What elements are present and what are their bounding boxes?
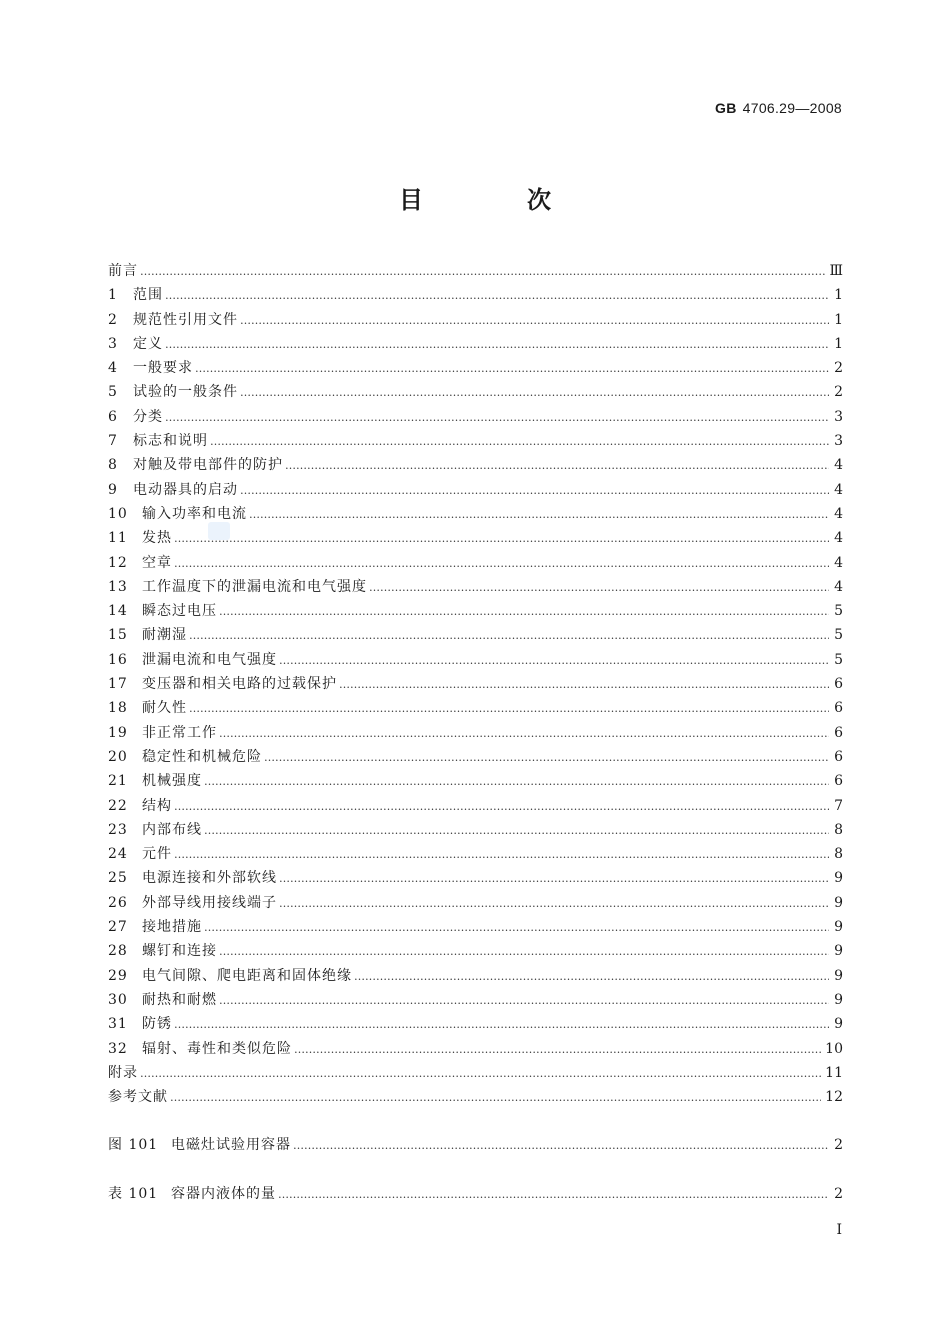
toc-entry-number: 15 (108, 627, 128, 644)
toc-entry-page: 5 (834, 603, 843, 620)
leader-dots (354, 968, 829, 986)
toc-entry-page: 4 (834, 505, 843, 522)
toc-entry-number: 27 (108, 919, 128, 936)
toc-entry[interactable] (108, 1038, 843, 1062)
leader-dots (219, 992, 829, 1010)
toc-entry[interactable] (108, 406, 843, 430)
toc-entry[interactable] (108, 309, 843, 333)
toc-entry-label: 附录 (108, 1064, 138, 1081)
toc-entry[interactable] (108, 673, 843, 697)
toc-entry-label: 元件 (142, 846, 172, 863)
leader-dots (240, 482, 829, 500)
leader-dots (170, 1089, 821, 1107)
toc-entry-page: 9 (834, 870, 843, 887)
toc-entry-label: 规范性引用文件 (133, 311, 238, 328)
toc-entry-page: 6 (834, 724, 843, 741)
toc-entry-number: 25 (108, 870, 128, 887)
toc-entry[interactable] (108, 503, 843, 527)
toc-entry-page: 4 (834, 554, 843, 571)
toc-entry[interactable] (108, 965, 843, 989)
standard-code (715, 100, 842, 116)
toc-entry[interactable] (108, 454, 843, 478)
toc-entry-label: 定义 (133, 335, 163, 352)
leader-dots (165, 287, 829, 305)
toc-entry-number: 2 (108, 311, 118, 328)
toc-entry-number: 30 (108, 991, 128, 1008)
leader-dots (140, 1065, 821, 1083)
leader-dots (165, 409, 829, 427)
toc-entry-page: 9 (834, 943, 843, 960)
toc-entry-label: 接地措施 (142, 919, 202, 936)
toc-entry[interactable] (108, 795, 843, 819)
toc-entry-label: 非正常工作 (142, 724, 217, 741)
table-of-contents (108, 260, 843, 1207)
figure-label: 电磁灶试验用容器 (171, 1137, 291, 1154)
toc-entry-label: 辐射、毒性和类似危险 (142, 1040, 292, 1057)
toc-entry-label: 内部布线 (142, 821, 202, 838)
toc-entry-number: 31 (108, 1016, 128, 1033)
toc-entry-label: 瞬态过电压 (142, 603, 217, 620)
toc-entry-references[interactable] (108, 1086, 843, 1110)
toc-entry-label: 耐久性 (142, 700, 187, 717)
toc-entry-number: 6 (108, 408, 118, 425)
toc-entry-page: 9 (834, 967, 843, 984)
toc-entry-page: 6 (834, 676, 843, 693)
toc-entry-page: 9 (834, 919, 843, 936)
leader-dots (174, 846, 829, 864)
leader-dots (219, 725, 829, 743)
toc-entry-table[interactable] (108, 1183, 843, 1207)
toc-entry[interactable] (108, 552, 843, 576)
leader-dots (285, 457, 829, 475)
toc-entry-page: 1 (834, 287, 843, 304)
toc-entry-number: 19 (108, 724, 128, 741)
toc-entry-page: 5 (834, 627, 843, 644)
toc-entry[interactable] (108, 624, 843, 648)
toc-entry[interactable] (108, 819, 843, 843)
leader-dots (174, 555, 829, 573)
toc-entry-page: 8 (834, 821, 843, 838)
toc-entry-page: 1 (834, 311, 843, 328)
toc-entry-label: 标志和说明 (133, 433, 208, 450)
toc-entry-label: 分类 (133, 408, 163, 425)
toc-entry[interactable] (108, 722, 843, 746)
leader-dots (293, 1137, 829, 1155)
toc-entry-label: 螺钉和连接 (142, 943, 217, 960)
leader-dots (174, 798, 829, 816)
spacer (108, 1110, 843, 1134)
figure-number: 图 101 (108, 1137, 159, 1154)
leader-dots (278, 1186, 829, 1204)
toc-entry[interactable] (108, 843, 843, 867)
leader-dots (240, 384, 829, 402)
toc-entry-number: 11 (108, 530, 128, 547)
toc-entry-page: 3 (834, 433, 843, 450)
toc-entry[interactable] (108, 940, 843, 964)
toc-entry-label: 电动器具的启动 (133, 481, 238, 498)
toc-entry-number: 12 (108, 554, 128, 571)
toc-entry-page: 1 (834, 335, 843, 352)
toc-entry-page: 6 (834, 748, 843, 765)
toc-entry-number: 32 (108, 1040, 128, 1057)
leader-dots (294, 1041, 821, 1059)
toc-entry-number: 10 (108, 505, 128, 522)
toc-entry-number: 1 (108, 287, 118, 304)
toc-entry-page: 9 (834, 991, 843, 1008)
toc-entry-label: 范围 (133, 287, 163, 304)
toc-entry-figure[interactable] (108, 1134, 843, 1158)
toc-entry[interactable] (108, 867, 843, 891)
leader-dots (189, 700, 829, 718)
toc-entry-page: Ⅲ (829, 263, 843, 279)
toc-entry-number: 28 (108, 943, 128, 960)
toc-entry-page: 4 (834, 481, 843, 498)
toc-entry-label: 耐潮湿 (142, 627, 187, 644)
toc-entry-number: 7 (108, 433, 118, 450)
leader-dots (240, 312, 829, 330)
spacer (108, 1159, 843, 1183)
toc-entry-page: 10 (825, 1040, 843, 1057)
toc-entry[interactable] (108, 479, 843, 503)
toc-entry-preface[interactable] (108, 260, 843, 284)
toc-entry-number: 26 (108, 894, 128, 911)
toc-entry[interactable] (108, 649, 843, 673)
toc-entry[interactable] (108, 357, 843, 381)
toc-entry-page: 4 (834, 530, 843, 547)
toc-entry-number: 14 (108, 603, 128, 620)
toc-entry-page: 11 (825, 1064, 843, 1081)
leader-dots (279, 652, 829, 670)
toc-entry-appendix[interactable] (108, 1062, 843, 1086)
toc-entry-number: 22 (108, 797, 128, 814)
leader-dots (339, 676, 829, 694)
toc-entry[interactable] (108, 284, 843, 308)
toc-entry[interactable] (108, 381, 843, 405)
table-label: 容器内液体的量 (171, 1185, 276, 1202)
toc-entry-number: 16 (108, 651, 128, 668)
standard-prefix: GB (715, 100, 737, 116)
toc-entry-label: 外部导线用接线端子 (142, 894, 277, 911)
toc-entry[interactable] (108, 600, 843, 624)
toc-entry-label: 结构 (142, 797, 172, 814)
toc-entry[interactable] (108, 430, 843, 454)
toc-entry-label: 耐热和耐燃 (142, 991, 217, 1008)
toc-entry[interactable] (108, 576, 843, 600)
toc-entry-label: 空章 (142, 554, 172, 571)
toc-entry-page: 2 (834, 384, 843, 401)
toc-entry-number: 17 (108, 676, 128, 693)
leader-dots (204, 773, 829, 791)
leader-dots (189, 627, 829, 645)
toc-entry-label: 泄漏电流和电气强度 (142, 651, 277, 668)
toc-entry-page: 5 (834, 651, 843, 668)
toc-entry-label: 对触及带电部件的防护 (133, 457, 283, 474)
toc-entry-label: 发热 (142, 530, 172, 547)
toc-entry-page: 6 (834, 773, 843, 790)
figure-page: 2 (834, 1137, 843, 1154)
leader-dots (210, 433, 829, 451)
table-number: 表 101 (108, 1185, 159, 1202)
toc-entry-label: 前言 (108, 263, 138, 279)
toc-entry-page: 4 (834, 457, 843, 474)
toc-entry[interactable] (108, 770, 843, 794)
leader-dots (174, 1016, 829, 1034)
toc-entry-label: 电气间隙、爬电距离和固体绝缘 (142, 967, 352, 984)
toc-entry[interactable] (108, 892, 843, 916)
toc-entry-number: 24 (108, 846, 128, 863)
leader-dots (279, 895, 829, 913)
toc-entry[interactable] (108, 333, 843, 357)
toc-entry-label: 一般要求 (133, 360, 193, 377)
toc-entry-page: 6 (834, 700, 843, 717)
toc-entry-label: 防锈 (142, 1016, 172, 1033)
table-page: 2 (834, 1185, 843, 1202)
toc-entry-page: 7 (834, 797, 843, 814)
toc-entry-number: 20 (108, 748, 128, 765)
toc-entry-page: 3 (834, 408, 843, 425)
toc-entry[interactable] (108, 1013, 843, 1037)
toc-entry-number: 29 (108, 967, 128, 984)
leader-dots (249, 506, 829, 524)
toc-entry[interactable] (108, 527, 843, 551)
toc-entry-label: 变压器和相关电路的过载保护 (142, 676, 337, 693)
leader-dots (219, 603, 829, 621)
leader-dots (204, 919, 829, 937)
toc-entry-label: 电源连接和外部软线 (142, 870, 277, 887)
toc-entry-number: 3 (108, 335, 118, 352)
toc-entry-page: 12 (825, 1089, 843, 1106)
toc-entry-page: 4 (834, 578, 843, 595)
leader-dots (264, 749, 829, 767)
page-folio: I (836, 1222, 842, 1238)
toc-entry-number: 13 (108, 578, 128, 595)
toc-entry-number: 18 (108, 700, 128, 717)
toc-entry-page: 9 (834, 1016, 843, 1033)
toc-entry-label: 工作温度下的泄漏电流和电气强度 (142, 578, 367, 595)
leader-dots (279, 870, 829, 888)
toc-entry-number: 9 (108, 481, 118, 498)
toc-entry-label: 试验的一般条件 (133, 384, 238, 401)
leader-dots (204, 822, 829, 840)
toc-entry-number: 4 (108, 360, 118, 377)
leader-dots (140, 263, 825, 281)
toc-entry-label: 参考文献 (108, 1089, 168, 1106)
standard-number: 4706.29—2008 (742, 100, 842, 116)
leader-dots (174, 530, 829, 548)
toc-entry-number: 21 (108, 773, 128, 790)
page-title: 目 次 (399, 186, 591, 214)
toc-entry-label: 输入功率和电流 (142, 505, 247, 522)
toc-entry-label: 稳定性和机械危险 (142, 748, 262, 765)
toc-entry-number: 23 (108, 821, 128, 838)
toc-entry-page: 9 (834, 894, 843, 911)
toc-entry-number: 8 (108, 457, 118, 474)
toc-entry-label: 机械强度 (142, 773, 202, 790)
toc-entry[interactable] (108, 916, 843, 940)
leader-dots (369, 579, 829, 597)
toc-entry[interactable] (108, 989, 843, 1013)
toc-entry-page: 2 (834, 360, 843, 377)
leader-dots (219, 943, 829, 961)
leader-dots (165, 336, 829, 354)
toc-entry-page: 8 (834, 846, 843, 863)
toc-entry-number: 5 (108, 384, 118, 401)
leader-dots (195, 360, 829, 378)
toc-entry[interactable] (108, 697, 843, 721)
toc-entry[interactable] (108, 746, 843, 770)
